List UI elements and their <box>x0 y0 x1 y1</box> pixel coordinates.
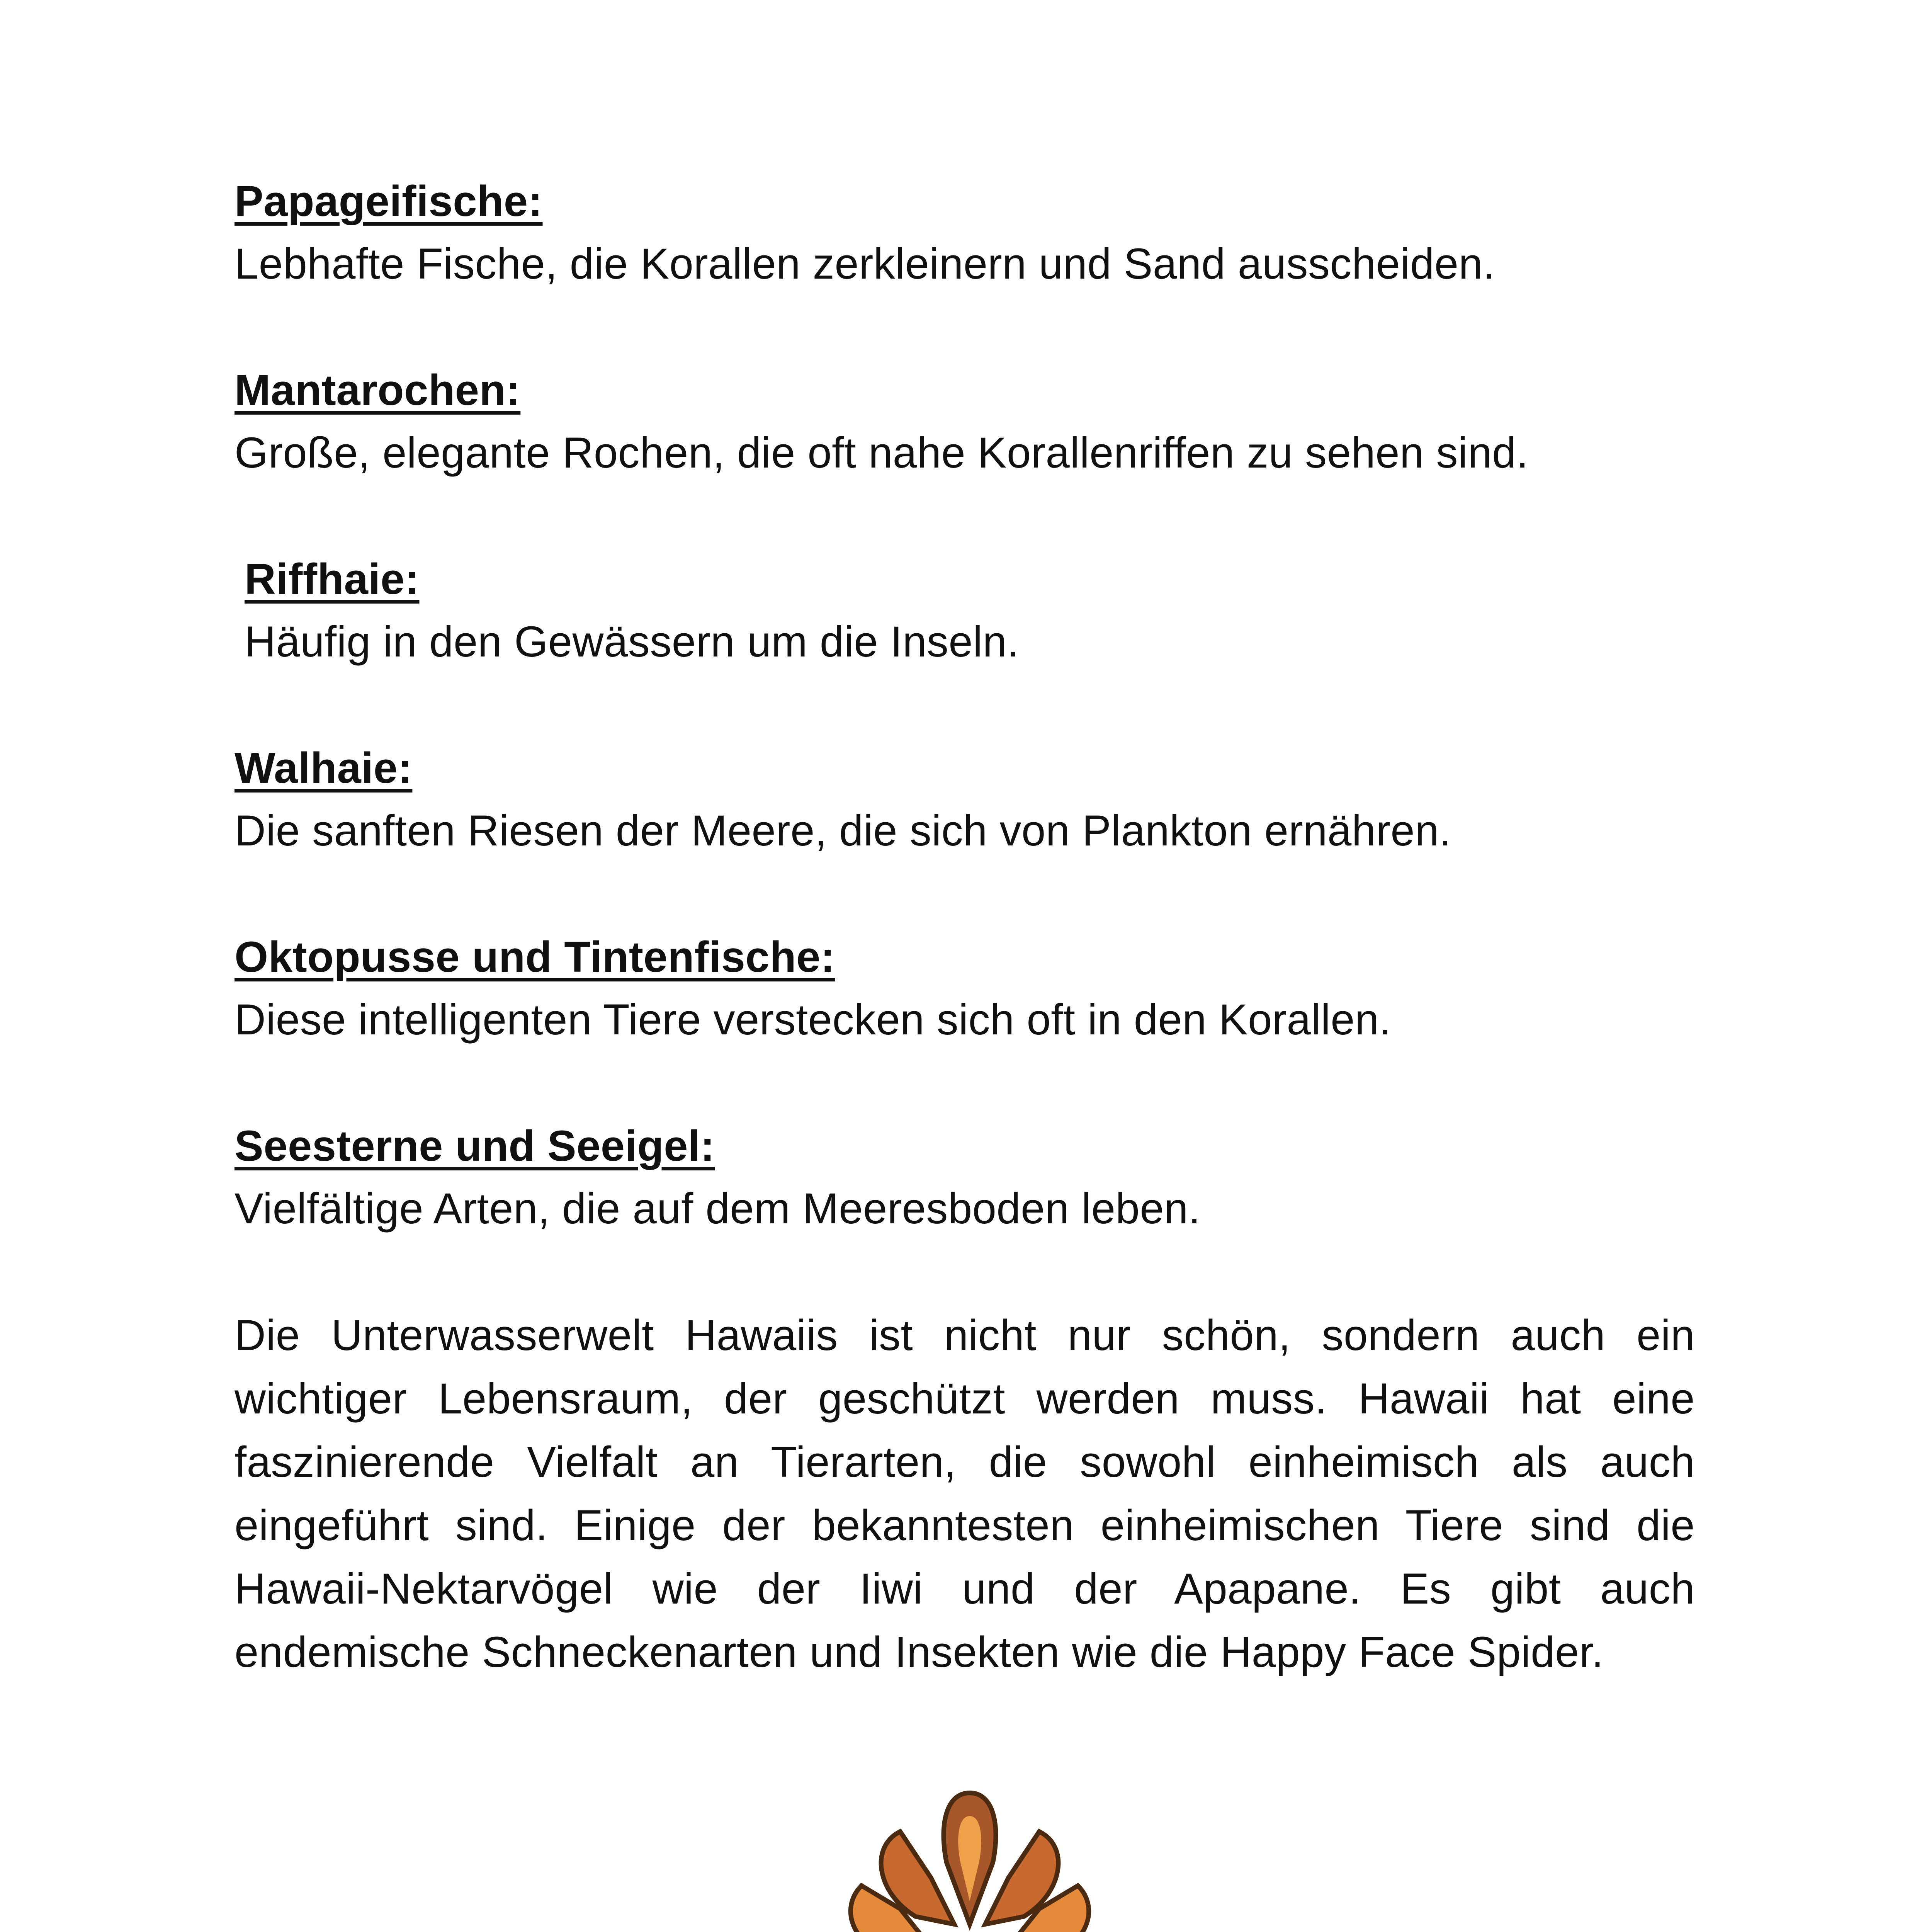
entry-parrotfish <box>235 170 1695 295</box>
entry-description: Häufig in den Gewässern um die Inseln. <box>245 617 1019 666</box>
entry-term: Walhaie: <box>235 744 413 792</box>
entry-term: Oktopusse und Tintenfische: <box>235 933 835 981</box>
entry-term: Seesterne und Seeigel: <box>235 1122 715 1170</box>
entry-term: Riffhaie: <box>245 555 420 603</box>
entry-description: Die sanften Riesen der Meere, die sich von Plankton ernähren. <box>235 806 1451 855</box>
body-paragraph: Die Unterwasserwelt Hawaiis ist nicht nur schön, sondern auch ein wichtiger Lebensraum, der geschützt werden muss. Hawaii hat eine faszinierende Vielfalt an Tierarten, die sowohl einheimisch als auch eingeführt sind. Einige der bekanntesten einheimischen Tiere sind die Hawaii-Nektarvögel wie der Iiwi und der Apapane. Es gibt auch endemische Schneckenarten und Insekten wie die Happy Face Spider. <box>235 1311 1695 1676</box>
entry-term: Mantarochen: <box>235 366 521 414</box>
tiki-mask-icon <box>607 1762 1333 1932</box>
entry-description: Diese intelligenten Tiere verstecken sich oft in den Korallen. <box>235 995 1392 1044</box>
entry-reef-sharks <box>235 548 1695 673</box>
tiki-headdress <box>851 1793 1089 1932</box>
document-body <box>235 170 1695 1727</box>
entry-description: Lebhafte Fische, die Korallen zerkleinern und Sand ausscheiden. <box>235 240 1495 288</box>
entry-starfish-urchins <box>235 1115 1695 1240</box>
entry-manta-rays <box>235 359 1695 484</box>
entry-octopus-squid <box>235 926 1695 1051</box>
tiki-mask-illustration <box>607 1762 1333 1932</box>
entry-description: Vielfältige Arten, die auf dem Meeresboden leben. <box>235 1184 1201 1233</box>
entry-description: Große, elegante Rochen, die oft nahe Korallenriffen zu sehen sind. <box>235 429 1529 477</box>
entry-term: Papageifische: <box>235 177 543 225</box>
entry-whale-sharks <box>235 737 1695 862</box>
